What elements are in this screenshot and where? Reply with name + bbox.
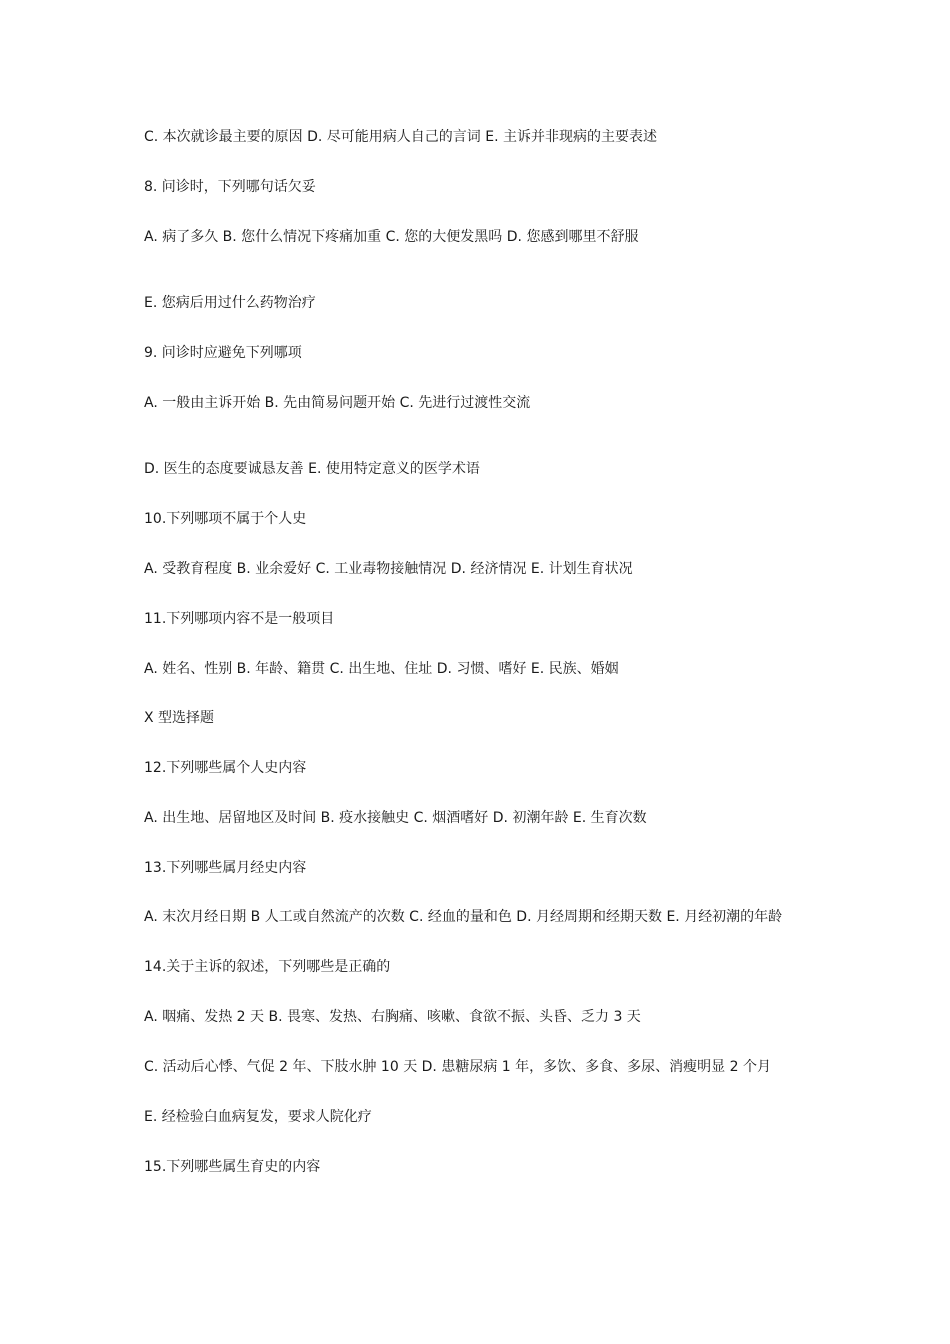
option-line-q8-abcd: A. 病了多久 B. 您什么情况下疼痛加重 C. 您的大便发黑吗 D. 您感到哪里不舒服 [144, 229, 639, 245]
option-line-q9-abc: A. 一般由主诉开始 B. 先由简易问题开始 C. 先进行过渡性交流 [144, 395, 531, 411]
option-line-q12: A. 出生地、居留地区及时间 B. 疫水接触史 C. 烟酒嗜好 D. 初潮年龄 E. 生育次数 [144, 810, 647, 826]
section-heading-x-type: X 型选择题 [144, 710, 215, 726]
option-line-q8-e: E. 您病后用过什么药物治疗 [144, 295, 316, 311]
option-line-q9-de: D. 医生的态度要诚恳友善 E. 使用特定意义的医学术语 [144, 461, 480, 477]
question-11: 11.下列哪项内容不是一般项目 [144, 611, 335, 627]
question-12: 12.下列哪些属个人史内容 [144, 760, 307, 776]
option-line-q14-ab: A. 咽痛、发热 2 天 B. 畏寒、发热、右胸痛、咳嗽、食欲不振、头昏、乏力 3 天 [144, 1009, 641, 1025]
question-8: 8. 问诊时，下列哪句话欠妥 [144, 179, 316, 195]
question-13: 13.下列哪些属月经史内容 [144, 860, 307, 876]
question-15: 15.下列哪些属生育史的内容 [144, 1159, 321, 1175]
question-14: 14.关于主诉的叙述，下列哪些是正确的 [144, 959, 391, 975]
option-line-q10: A. 受教育程度 B. 业余爱好 C. 工业毒物接触情况 D. 经济情况 E. 计划生育状况 [144, 561, 633, 577]
question-10: 10.下列哪项不属于个人史 [144, 511, 307, 527]
option-line-q7-cde: C. 本次就诊最主要的原因 D. 尽可能用病人自己的言词 E. 主诉并非现病的主要表述 [144, 129, 658, 145]
question-9: 9. 问诊时应避免下列哪项 [144, 345, 302, 361]
option-line-q11: A. 姓名、性别 B. 年龄、籍贯 C. 出生地、住址 D. 习惯、嗜好 E. 民族、婚姻 [144, 661, 619, 677]
option-line-q14-cd: C. 活动后心悸、气促 2 年、下肢水肿 10 天 D. 患糖尿病 1 年，多饮、多食、多尿、消瘦明显 2 个月 [144, 1059, 771, 1075]
option-line-q14-e: E. 经检验白血病复发，要求人院化疗 [144, 1109, 372, 1125]
option-line-q13: A. 末次月经日期 B 人工或自然流产的次数 C. 经血的量和色 D. 月经周期和经期天数 E. 月经初潮的年龄 [144, 909, 783, 925]
